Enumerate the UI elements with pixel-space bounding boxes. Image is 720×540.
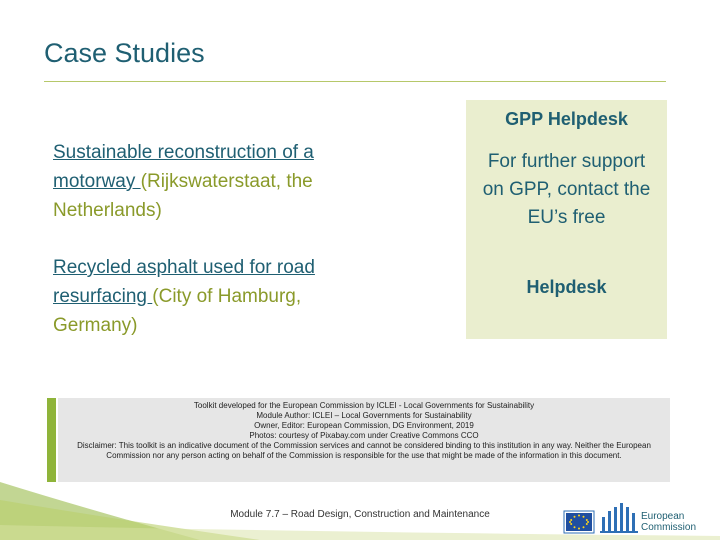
- case-study-1-source: (Rijkswaterstaat, the Netherlands): [53, 171, 313, 221]
- helpdesk-link[interactable]: Helpdesk: [526, 277, 607, 297]
- case-study-2-source: (City of Hamburg, Germany): [53, 286, 302, 336]
- module-label: Module 7.7 – Road Design, Construction and Maintenance: [230, 509, 490, 520]
- credits-line: Module Author: ICLEI – Local Governments for Sustainability: [256, 411, 472, 420]
- credits-line: Toolkit developed for the European Commission by ICLEI - Local Governments for Sustainability: [193, 401, 535, 410]
- ec-logo-line: Commission: [641, 522, 697, 533]
- ec-logo-line: European: [641, 511, 685, 522]
- credits-line: Photos: courtesy of Pixabay.com under Creative Commons CCO: [249, 431, 479, 440]
- slide-title: Case Studies: [44, 38, 205, 68]
- disclaimer-text: Disclaimer: This toolkit is an indicative document of the Commission services and cannot be considered binding to this institution in any way. Neither the European Commission nor any person acting on behalf of the Commission is responsible for the use that might be made of the information in this document.: [77, 441, 651, 460]
- ec-logo-text: [641, 511, 696, 533]
- case-study-2: [53, 253, 373, 340]
- case-study-2-link[interactable]: Recycled asphalt used for road resurfacing: [53, 257, 315, 307]
- case-study-1-link[interactable]: Sustainable reconstruction of a motorway: [53, 142, 314, 192]
- helpdesk-title: GPP Helpdesk: [505, 109, 628, 129]
- helpdesk-text: For further support on GPP, contact the EU’s free: [482, 151, 651, 228]
- credits-line: Owner, Editor: European Commission, DG Environment, 2019: [254, 421, 474, 430]
- case-study-1: [53, 138, 373, 225]
- helpdesk-panel: [466, 100, 667, 339]
- title-divider: [44, 81, 666, 82]
